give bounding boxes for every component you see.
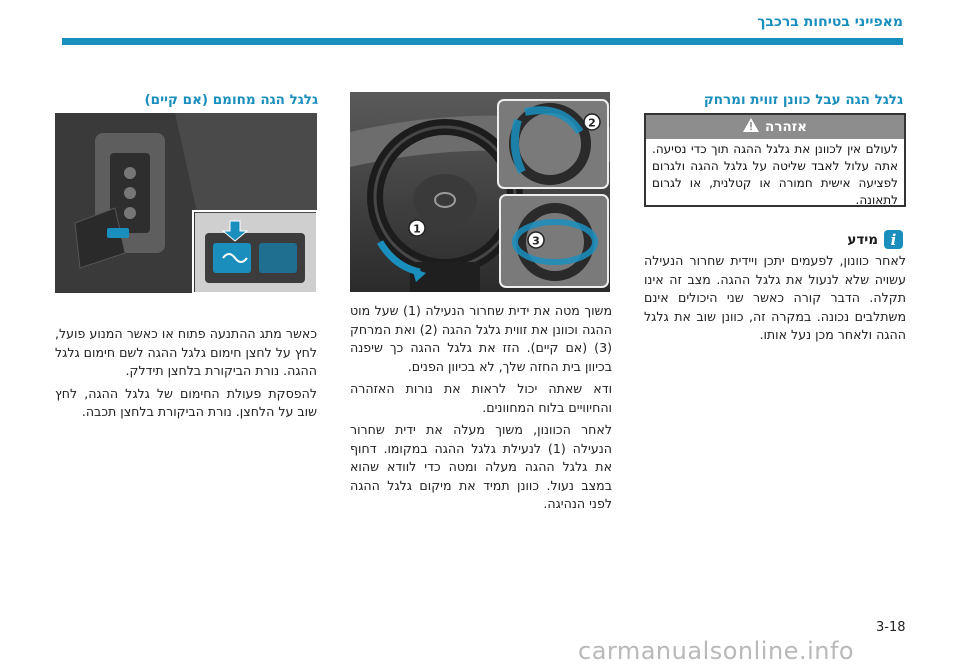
watermark: carmanualsonline.info [578,637,855,665]
page-number: 3-18 [876,620,906,635]
left-column-text [55,325,317,426]
adjust-instructions-paragraph: משוך מטה את ידית שחרור הנעילה (1) שעל מוט ההגה וכוונן את זווית גלגל ההגה (2) ואת המרחק (3) (אם קיים). הזז את גלגל ההגה כך שיפנה בכיוון בית החזה שלך, לא בכיוון הפנים. [350,303,612,374]
heated-wheel-off-paragraph: להפסקת פעולת החימום של גלגל ההגה, לחץ שוב על הלחצן. נורת הביקורת בלחצן תכבה. [55,385,317,419]
warning-text: לעולם אין לכוונן את גלגל ההגה תוך כדי נסיעה. אתה עלול לאבד שליטה על גלגל ההגה ולגרום לפציעה אישית חמורה או קטלנית, או לגרום לתאונה. [652,142,898,207]
warning-box [644,113,906,207]
steering-wheel-adjust-photo [350,92,610,292]
steering-adjust-title: גלגל הגה עבל כוונן זווית ומרחק [703,92,903,108]
info-text [644,252,906,349]
middle-column-text [350,302,612,518]
header-divider [62,38,903,45]
callout-1: 1 [413,222,421,236]
lock-paragraph: לאחר הכוונון, משוך מעלה את ידית שחרור הנעילה (1) לנעילת גלגל ההגה במקומו. דחוף את גלגל ההגה מעלה ומטה כדי לוודא שהוא במצב נעול. כוונן תמיד את מיקום גלגל ההגה לפני הנהיגה. [350,422,612,511]
info-paragraph: לאחר כוונון, לפעמים יתכן ויידית שחרור הנעילה עשויה שלא לנעול את גלגל ההגה. מצב זה אינו תקלה. הדבר קורה כאשר שני היכולים אינם משתלבים נכונה. במקרה זה, כוונן שוב את גלגל ההגה ולאחר מכן נעל אותו. [644,253,906,342]
heated-wheel-button-photo [55,113,317,293]
warning-label: אזהרה [765,119,807,135]
callout-2: 2 [588,116,596,130]
heated-wheel-on-paragraph: כאשר מתג ההתנעה פתוח או כאשר המנוע פועל, לחץ על לחצן חימום גלגל ההגה לשם חימום גלגל ההגה. נורת הביקורת בלחצן תידלק. [54,326,317,378]
callout-3: 3 [532,234,540,248]
info-label: מידע [847,231,878,248]
info-header [847,230,903,249]
page-header-title: מאפייני בטיחות ברכבך [757,14,903,30]
heated-wheel-title: גלגל הגה מחומם (אם קיים) [144,92,318,108]
visibility-paragraph: ודא שאתה יכול לראות את נורות האזהרה והחיוויים בלוח המחוונים. [350,381,612,415]
warning-header [646,115,904,139]
warning-triangle-icon [743,118,759,136]
info-icon: i [884,230,903,249]
